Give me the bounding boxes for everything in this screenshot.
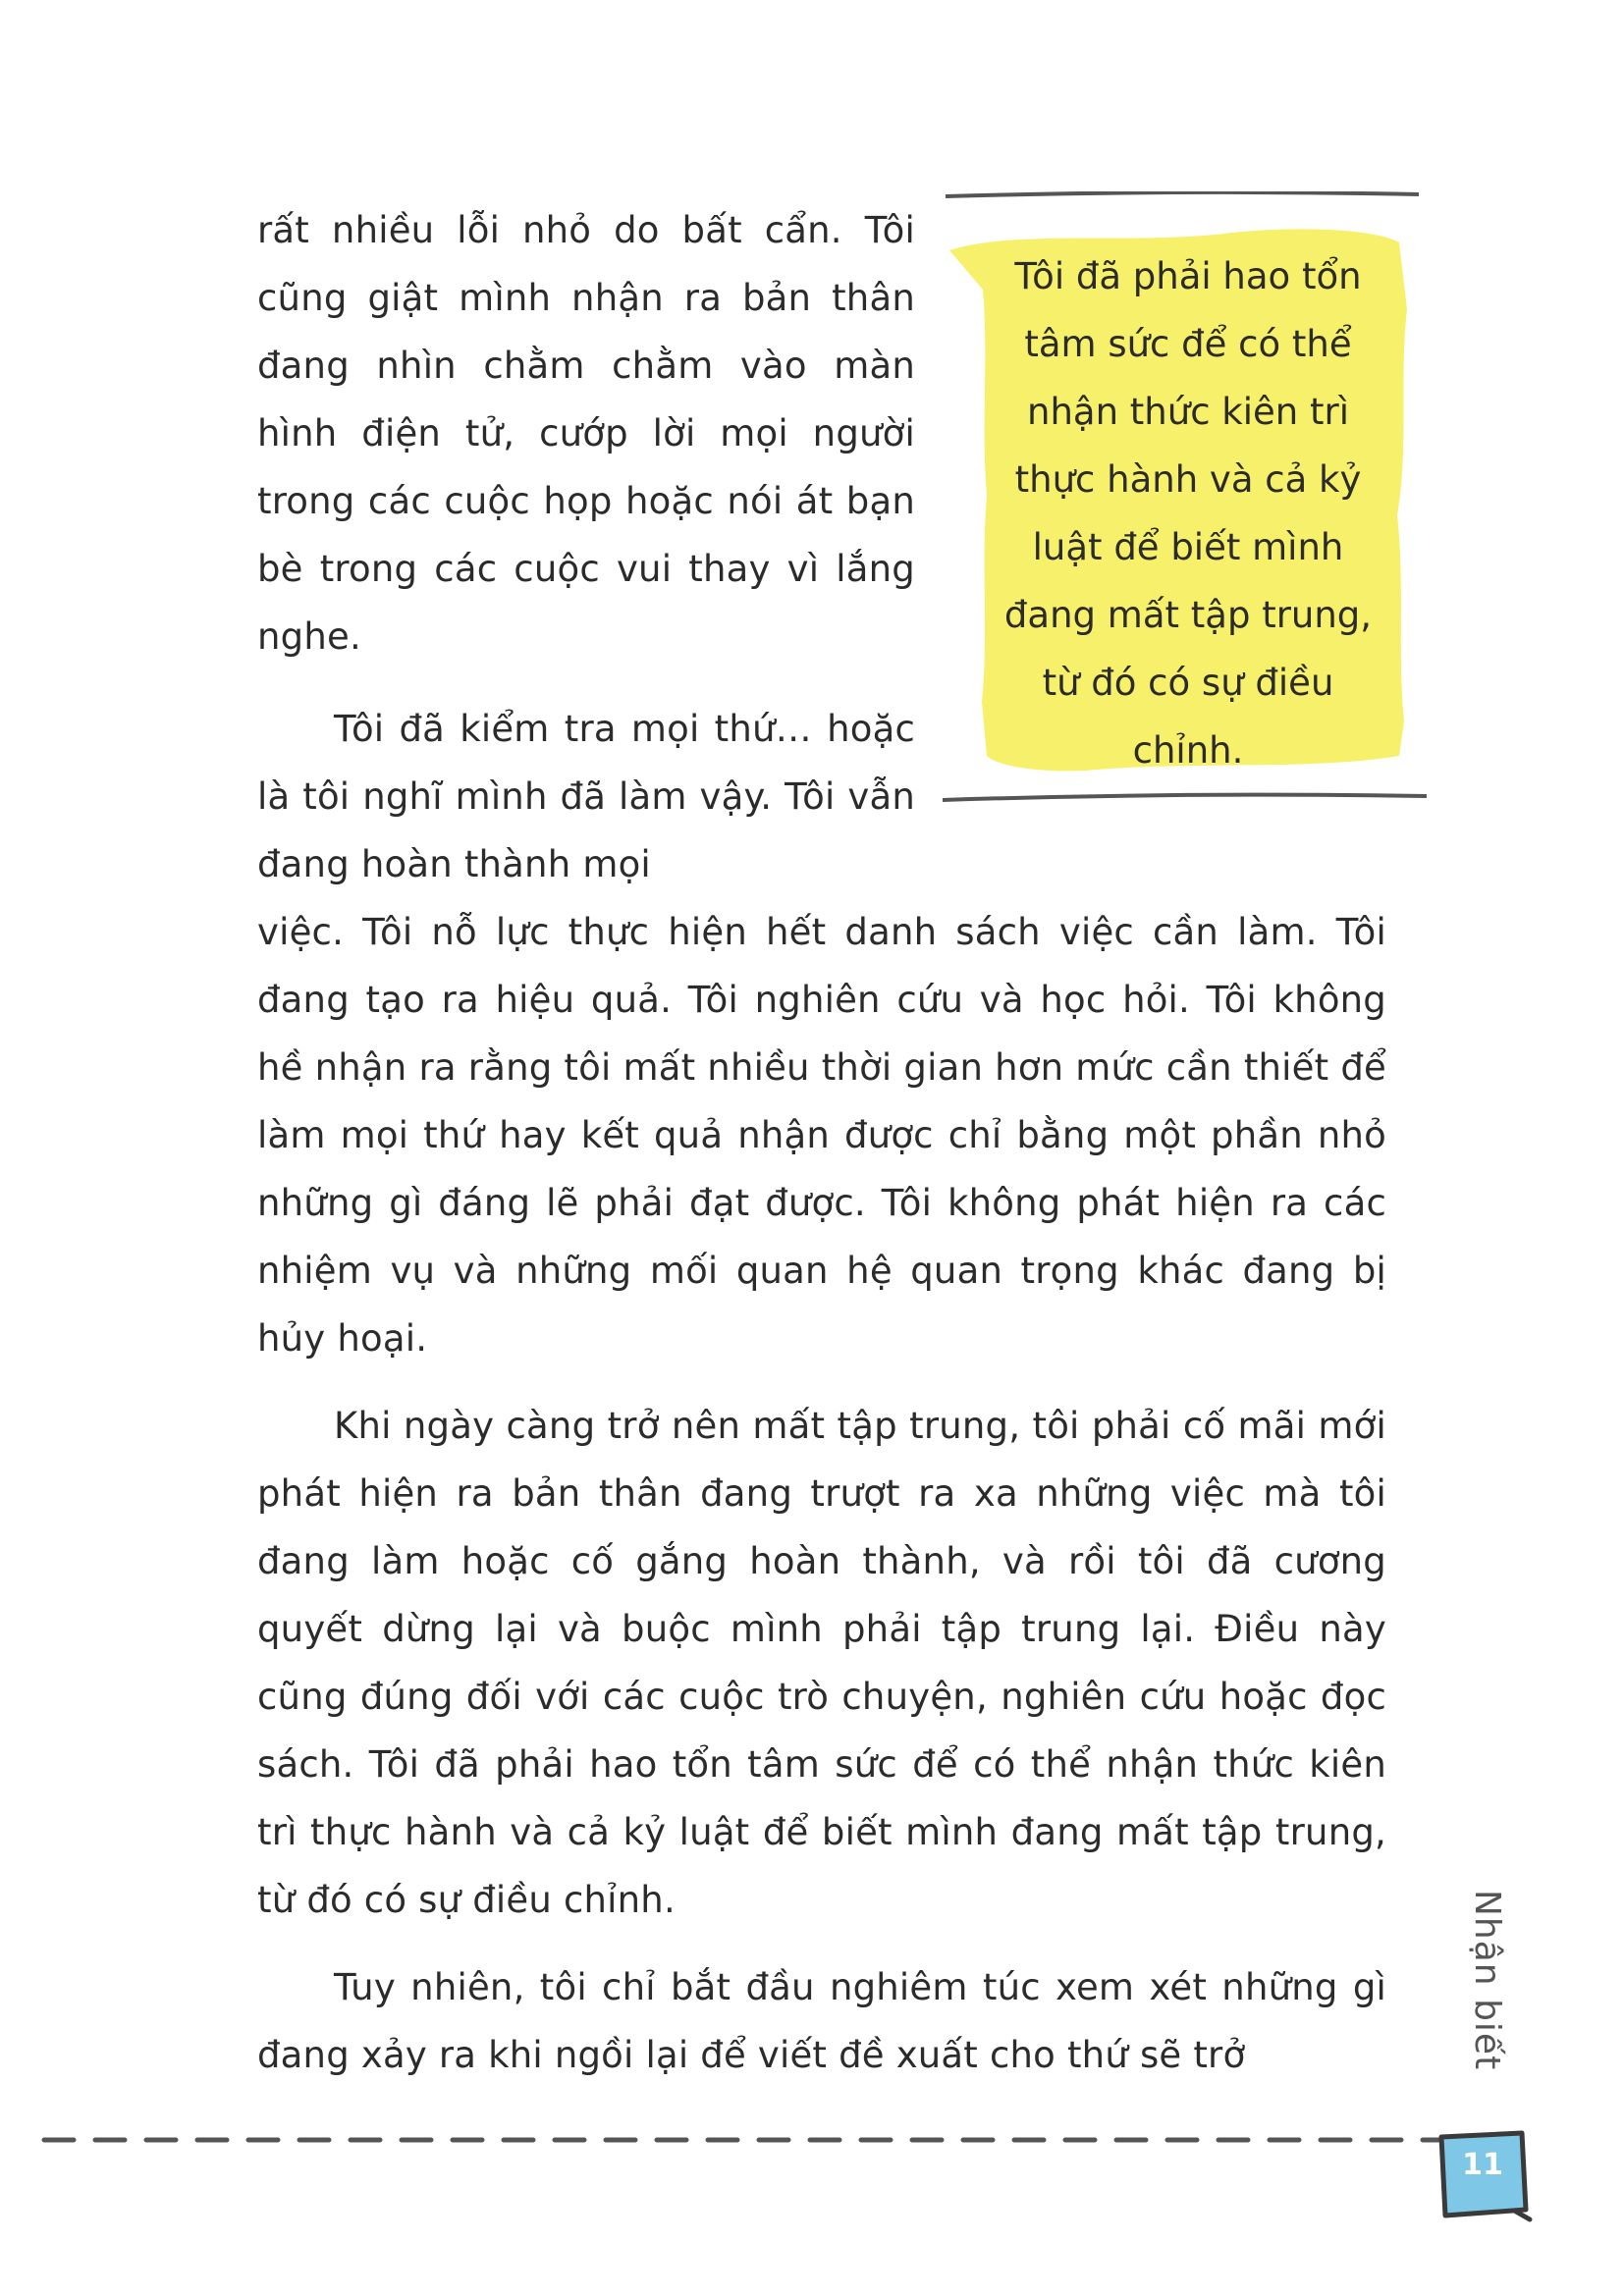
page-number: 11 bbox=[1462, 2148, 1503, 2182]
footer-dashed-line bbox=[39, 2130, 1443, 2150]
pull-quote bbox=[938, 191, 1427, 805]
paragraph-intro: rất nhiều lỗi nhỏ do bất cẩn. Tôi cũng giật mình nhận ra bản thân đang nhìn chằm chằm vào màn hình điện tử, cướp lời mọi người trong các cuộc họp hoặc nói át bạn bè trong các cuộc vui thay vì lắng nghe. bbox=[257, 209, 915, 658]
paragraph-check-rest: việc. Tôi nỗ lực thực hiện hết danh sách việc cần làm. Tôi đang tạo ra hiệu quả. Tôi nghiên cứu và học hỏi. Tôi không hề nhận ra rằng tôi mất nhiều thời gian hơn mức cần thiết để làm mọi thứ hay kết quả nhận được chỉ bằng một phần nhỏ những gì đáng lẽ phải đạt được. Tôi không phát hiện ra các nhiệm vụ và những mối quan hệ quan trọng khác đang bị hủy hoại. bbox=[257, 911, 1386, 1360]
paragraph-distraction: Khi ngày càng trở nên mất tập trung, tôi phải cố mãi mới phát hiện ra bản thân đang trượt ra xa những việc mà tôi đang làm hoặc cố gắng hoàn thành, và rồi tôi đã cương quyết dừng lại và buộc mình phải tập trung lại. Điều này cũng đúng đối với các cuộc trò chuyện, nghiên cứu hoặc đọc sách. Tôi đã phải hao tổn tâm sức để có thể nhận thức kiên trì thực hành và cả kỷ luật để biết mình đang mất tập trung, từ đó có sự điều chỉnh. bbox=[257, 1405, 1386, 1921]
paragraph-check-start: Tôi đã kiểm tra mọi thứ… hoặc là tôi nghĩ mình đã làm vậy. Tôi vẫn đang hoàn thành mọi bbox=[257, 708, 915, 885]
pull-quote-text: Tôi đã phải hao tổn tâm sức để có thể nhận thức kiên trì thực hành và cả kỷ luật để biết mình đang mất tập trung, từ đó có sự điều chỉnh. bbox=[1003, 255, 1373, 772]
chapter-side-title: Nhận biết bbox=[1467, 1890, 1507, 2071]
paragraph-however: Tuy nhiên, tôi chỉ bắt đầu nghiêm túc xem xét những gì đang xảy ra khi ngồi lại để viết đề xuất cho thứ sẽ trở bbox=[257, 1966, 1386, 2076]
